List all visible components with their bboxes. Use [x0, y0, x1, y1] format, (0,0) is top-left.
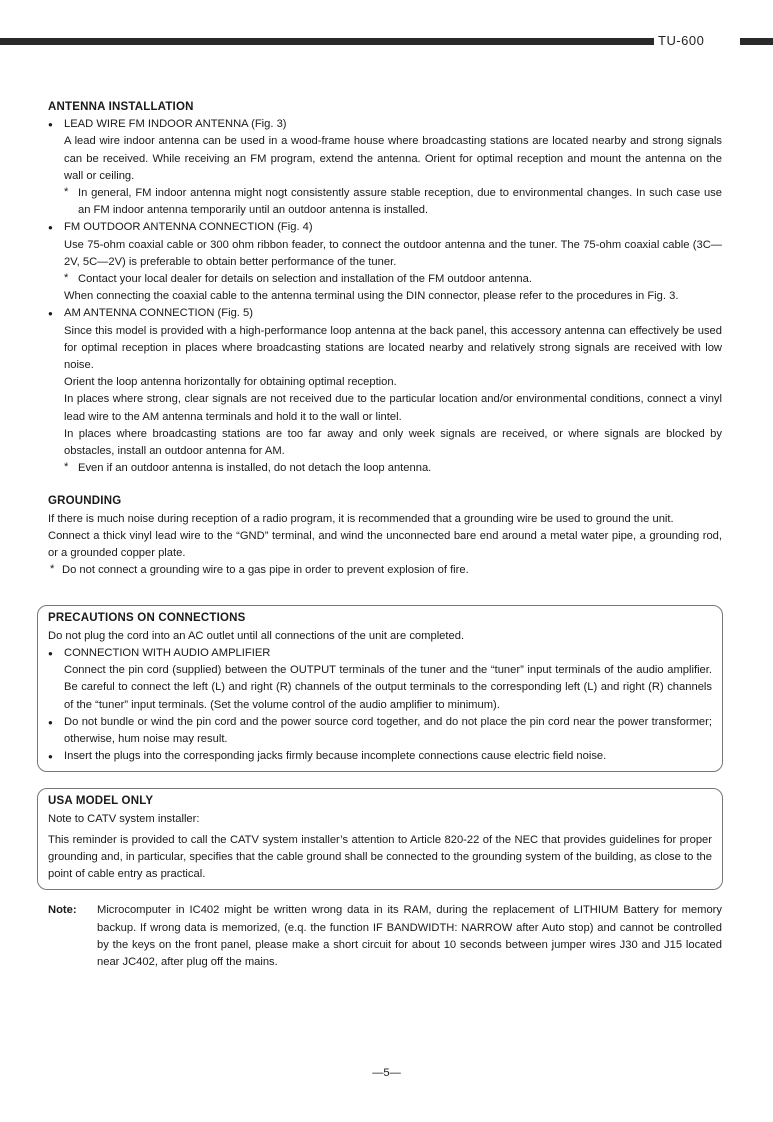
grounding-body-2: Connect a thick vinyl lead wire to the “GND” terminal, and wind the unconnected bare end around a metal water pipe, a grounding rod, or a grounded copper plate.	[48, 529, 722, 560]
antenna-section	[48, 99, 722, 477]
header-bar	[0, 38, 654, 45]
fm-outdoor-note: Contact your local dealer for details on selection and installation of the FM outdoor antenna.	[78, 273, 532, 286]
am-body-2: Orient the loop antenna horizontally for obtaining optimal reception.	[64, 376, 397, 389]
fm-outdoor-body-2: When connecting the coaxial cable to the antenna terminal using the DIN connector, please refer to the procedures in Fig. 3.	[64, 290, 679, 303]
grounding-heading: GROUNDING	[48, 495, 122, 508]
precaution-bullet-3: ● Insert the plugs into the corresponding jacks firmly because incomplete connections cause electric field noise.	[48, 748, 712, 765]
grounding-body-1: If there is much noise during reception of a radio program, it is recommended that a grounding wire be used to ground the unit.	[48, 512, 674, 525]
asterisk: *	[64, 272, 69, 285]
usa-heading: USA MODEL ONLY	[48, 795, 154, 808]
asterisk: *	[64, 186, 69, 199]
note-section	[48, 902, 722, 971]
precautions-heading: PRECAUTIONS ON CONNECTIONS	[48, 612, 246, 625]
fm-outdoor-title: ● FM OUTDOOR ANTENNA CONNECTION (Fig. 4)	[48, 219, 722, 236]
precaution-bullet-2: ● Do not bundle or wind the pin cord and the power source cord together, and do not place the pin cord near the power transformer; otherwise, hum noise may result.	[48, 714, 712, 748]
note-body: Microcomputer in IC402 might be written wrong data in its RAM, during the replacement of LITHIUM Battery for memory backup. If wrong data is memorized, (e.q. the function IF BANDWIDTH: NARROW after Auto stop) and cannot be controlled by the keys on the front panel, please make a short circuit for about 10 seconds between jumper wires J30 and J15 located near JC402, after plug off the mains.	[97, 904, 722, 968]
lead-wire-title: ● LEAD WIRE FM INDOOR ANTENNA (Fig. 3)	[48, 116, 722, 133]
page-number: —5—	[372, 1066, 401, 1079]
usa-body: This reminder is provided to call the CATV system installer’s attention to Article 820-22 of the NEC that provides guidelines for proper grounding and, in particular, specifies that the cable ground shall be connected to the grounding system of the building, as close to the point of cable entry as practical.	[48, 833, 712, 881]
am-body-4: In places where broadcasting stations are too far away and only week signals are received, or where signals are blocked by obstacles, install an outdoor antenna for AM.	[64, 427, 722, 458]
lead-wire-note: In general, FM indoor antenna might nogt consistently assure stable reception, due to environmental changes. In such case use an FM indoor antenna temporarily until an outdoor antenna is installed.	[78, 187, 722, 217]
precautions-box	[37, 605, 723, 772]
usa-model-box	[37, 788, 723, 890]
note-label: Note:	[48, 904, 77, 917]
am-note: Even if an outdoor antenna is installed, do not detach the loop antenna.	[78, 462, 432, 475]
grounding-note: Do not connect a grounding wire to a gas pipe in order to prevent explosion of fire.	[62, 564, 469, 577]
usa-line-1: Note to CATV system installer:	[48, 812, 200, 825]
fm-outdoor-body: Use 75-ohm coaxial cable or 300 ohm ribbon feader, to connect the outdoor antenna and the tuner. The 75-ohm coaxial cable (3C—2V, 5C—2V) is preferable to obtain better performance of the tuner.	[64, 238, 722, 268]
amp-title: ● CONNECTION WITH AUDIO AMPLIFIER	[48, 645, 712, 662]
antenna-heading: ANTENNA INSTALLATION	[48, 101, 194, 113]
header-bar-end	[740, 38, 773, 45]
lead-wire-body: A lead wire indoor antenna can be used in a wood-frame house where broadcasting stations are located nearby and strong signals can be received. While receiving an FM program, extend the antenna. Orient for optimal reception and mount the antenna on the wall or ceiling.	[64, 135, 722, 182]
asterisk: *	[64, 461, 69, 474]
am-body-1: Since this model is provided with a high-performance loop antenna at the back panel, this accessory antenna can effectively be used for optimal reception in places where broadcasting stations are located nearby and relatively strong signals are received with low noise.	[64, 324, 722, 372]
am-title: ● AM ANTENNA CONNECTION (Fig. 5)	[48, 305, 722, 322]
grounding-section	[48, 493, 722, 579]
am-body-3: In places where strong, clear signals are not received due to the particular location and/or environmental conditions, connect a vinyl lead wire to the AM antenna terminals and hold it to the wall or lintel.	[64, 393, 722, 423]
amp-body: Connect the pin cord (supplied) between the OUTPUT terminals of the tuner and the “tuner” input terminals of the audio amplifier. Be careful to connect the left (L) and right (R) channels of the output terminals to the corresponding left (L) and right (R) channels of the “tuner” input terminals. (Set the volume control of the audio amplifier to minimum).	[64, 664, 712, 711]
model-title: TU-600	[658, 33, 705, 48]
asterisk: *	[50, 563, 55, 576]
precautions-intro: Do not plug the cord into an AC outlet until all connections of the unit are completed.	[48, 629, 465, 642]
